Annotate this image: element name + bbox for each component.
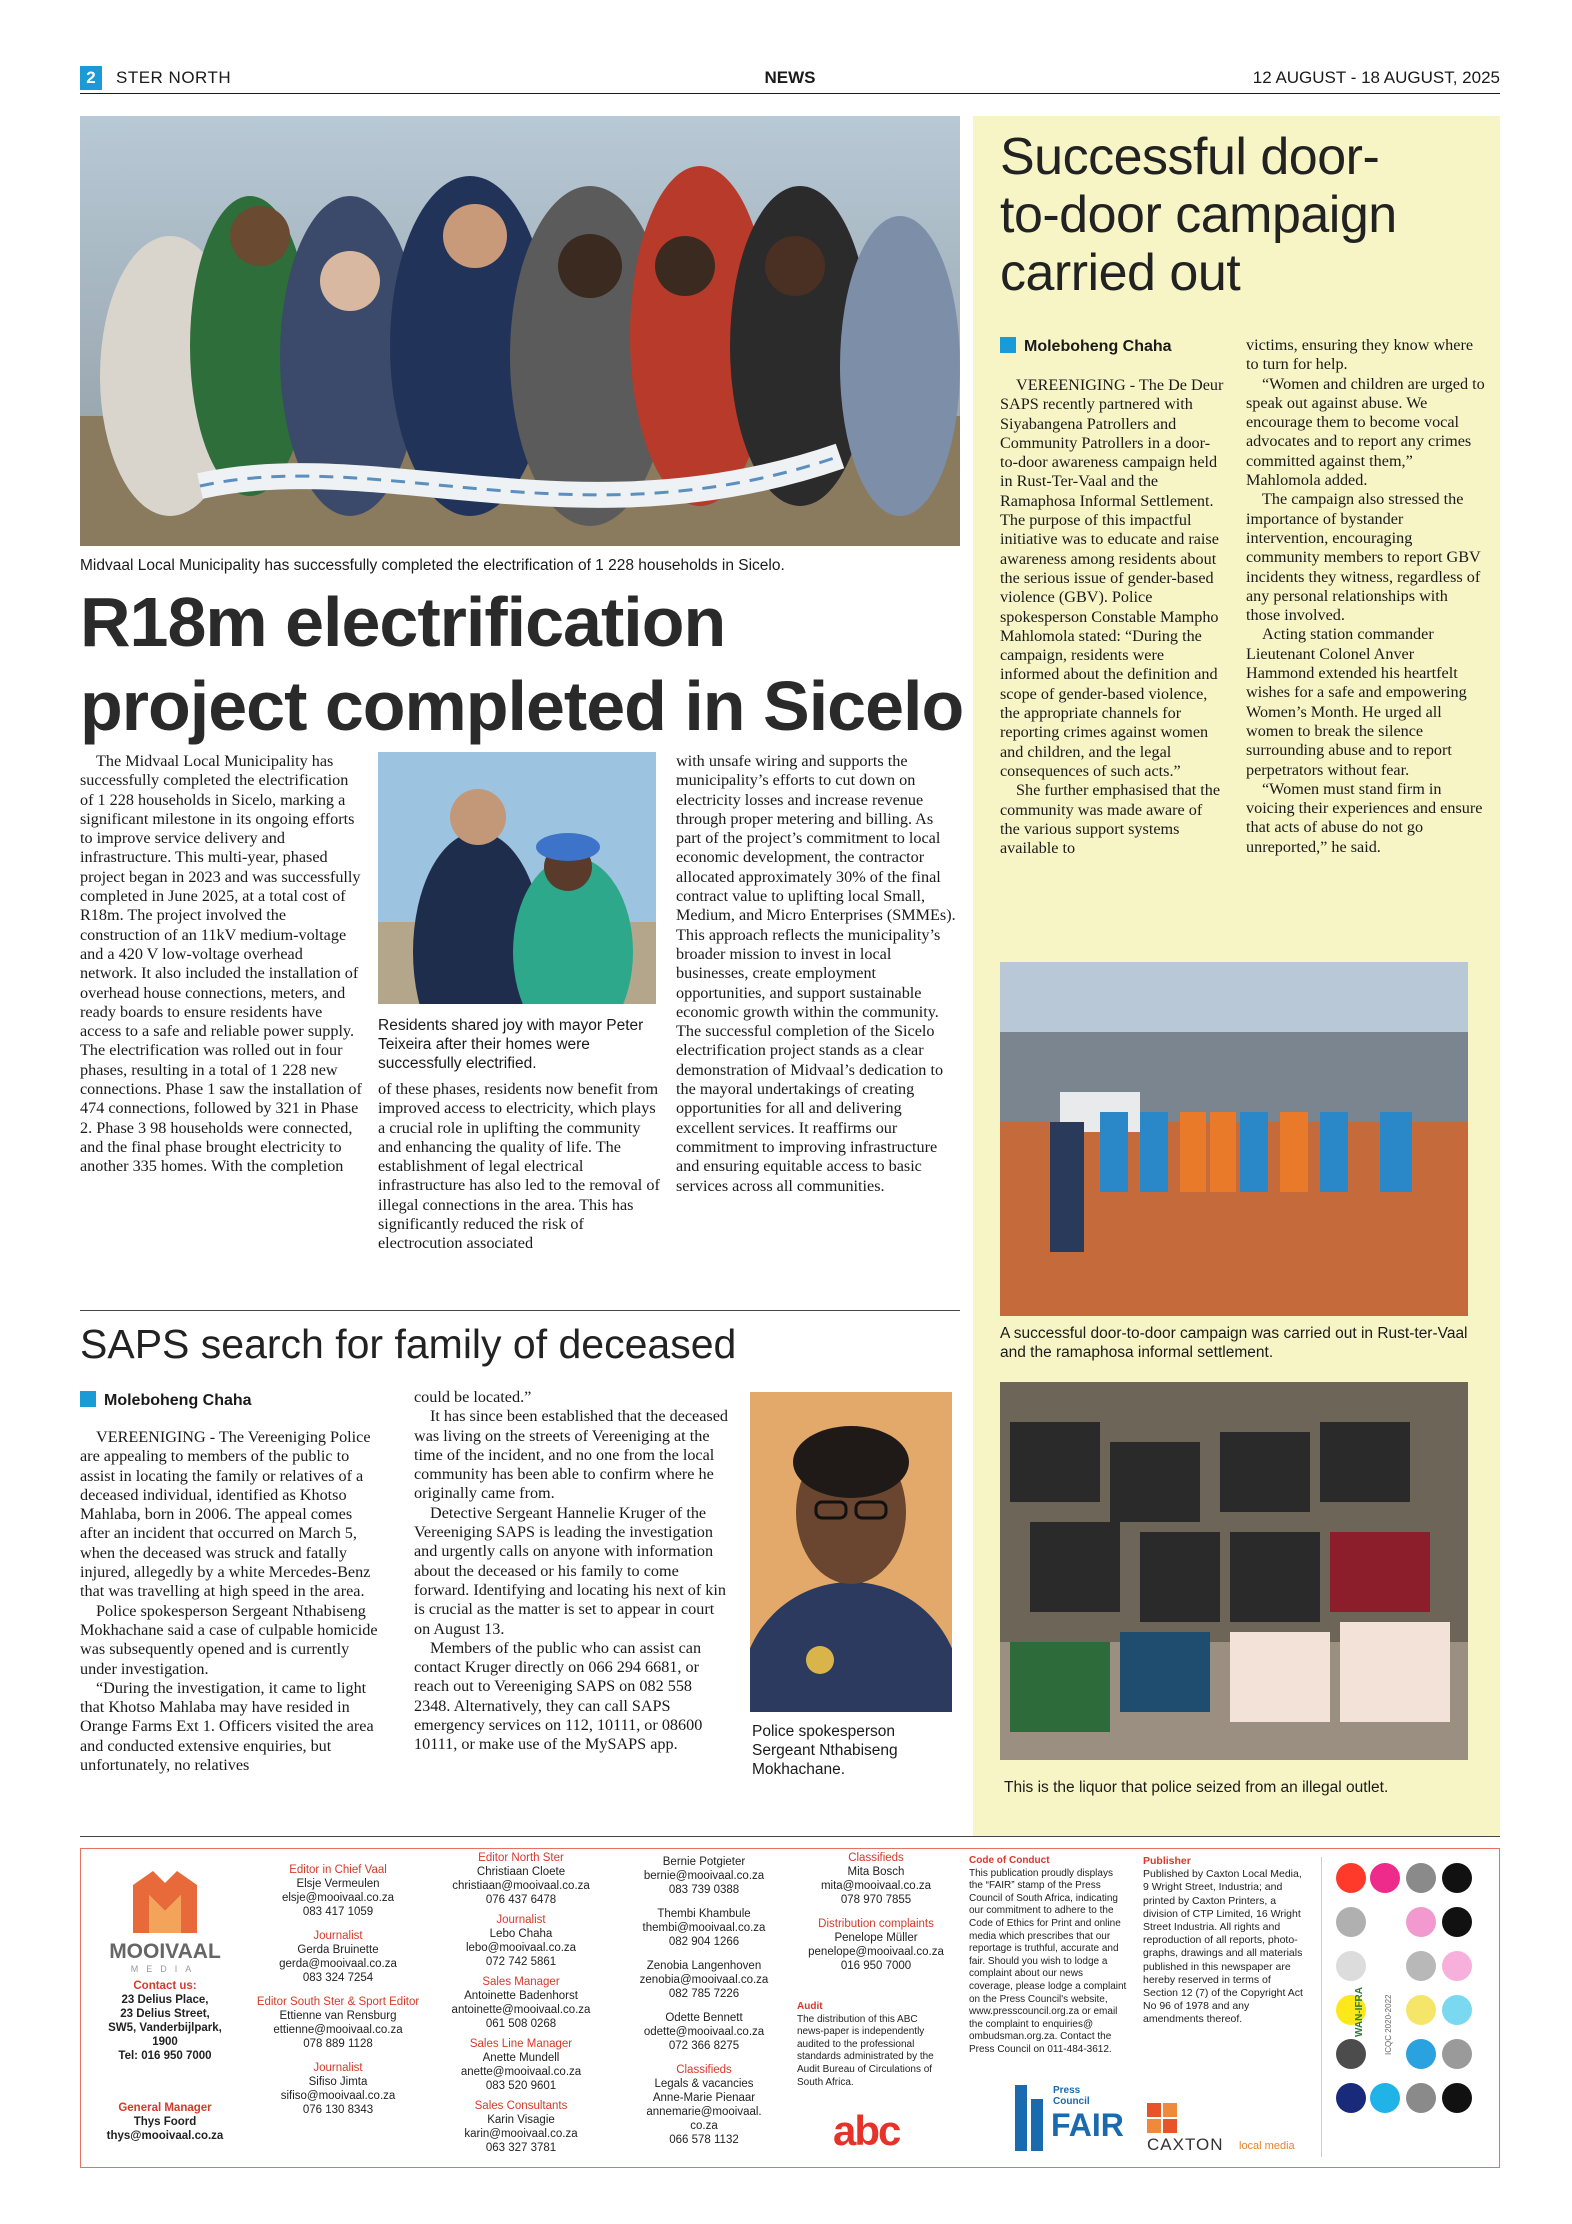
staff-detail: zenobia@mooivaal.co.za xyxy=(639,1974,769,1986)
staff-detail: Elsje Vermeulen xyxy=(296,1878,380,1890)
staff-role: Classifieds xyxy=(848,1852,904,1864)
staff-column-b xyxy=(436,1851,606,2161)
abc-logo: abc xyxy=(833,2107,900,2154)
staff-detail: Antoinette Badenhorst xyxy=(464,1990,578,2002)
registration-dot xyxy=(1442,2083,1472,2113)
contact-block xyxy=(83,1979,247,2063)
code-of-conduct-block xyxy=(969,1855,1129,2057)
staff-column-a xyxy=(253,1863,423,2127)
staff-entry xyxy=(436,2037,606,2093)
colour-registration-bar xyxy=(1321,1857,1487,2157)
staff-detail: Karin Visagie xyxy=(487,2114,555,2126)
press-council-mark xyxy=(1015,2085,1045,2151)
staff-entry xyxy=(619,2011,789,2053)
staff-role: Editor North Ster xyxy=(478,1852,564,1864)
side-story-paragraph: She further emphasised that the community was made aware of the various support systems available to xyxy=(1000,781,1221,858)
caxton-sub: local media xyxy=(1239,2140,1295,2152)
staff-entry xyxy=(436,1851,606,1907)
wan-ifra-label: WAN-IFRA xyxy=(1354,1987,1365,2037)
staff-detail: 016 950 7000 xyxy=(840,1960,912,1972)
saps-story-column-2 xyxy=(414,1388,730,1755)
saps-story-paragraph: VEREENIGING - The Vereeniging Police are appealing to members of the public to assist in locating the family or relatives of a deceased individual, identified as Khotso Mahlaba, born in 2006. The appeal comes after an incident that occurred on March 5, when the deceased was struck and fatally injured, allegedly by a white Mercedes-Benz that was travelling at high speed in the area. xyxy=(80,1428,371,1601)
staff-detail: Mita Bosch xyxy=(847,1866,905,1878)
side-headline xyxy=(1000,128,1490,302)
mayor-residents-photo xyxy=(378,752,656,1004)
saps-story-paragraph: Detective Sergeant Hannelie Kruger of the Vereeniging SAPS is leading the investigation and urgently calls on anyone with information about the deceased or his family to come forward. Identifying and locating his next of kin is crucial as the matter is set to appear in court on August 13. xyxy=(414,1503,726,1638)
staff-detail: Christiaan Cloete xyxy=(476,1866,566,1878)
registration-dot xyxy=(1442,1863,1472,1893)
staff-role: Editor in Chief Vaal xyxy=(289,1864,387,1876)
liquor-photo-caption: This is the liquor that police seized from an illegal outlet. xyxy=(1004,1779,1389,1796)
masthead xyxy=(80,66,1500,94)
contact-lines xyxy=(83,1993,247,2063)
page-number: 2 xyxy=(80,66,102,90)
staff-detail: bernie@mooivaal.co.za xyxy=(643,1870,765,1882)
section-label: NEWS xyxy=(764,68,816,87)
staff-detail: 078 889 1128 xyxy=(303,2038,373,2050)
press-council-mid: Council xyxy=(1053,2096,1090,2107)
staff-role: Sales Consultants xyxy=(474,2100,568,2112)
side-headline-line-1: Successful door- xyxy=(1000,128,1380,186)
side-story-column-1 xyxy=(1000,376,1226,858)
staff-entry xyxy=(436,1913,606,1969)
registration-dot xyxy=(1370,2083,1400,2113)
staff-column-c xyxy=(619,1855,789,2157)
side-story-paragraph: “Women must stand firm in voicing their experiences and ensure that acts of abuse do not go unreported,” he said. xyxy=(1246,779,1483,856)
registration-dot xyxy=(1406,2039,1436,2069)
staff-detail: Lebo Chaha xyxy=(489,1928,553,1940)
conduct-text: This publication proudly displays the “FAIR” stamp of the Press Council of South Africa, indicating our commitment to adhere to the Code of Ethics for Print and online media which prescribes that our reportage is truthful, accurate and fair. Should you wish to lodge a complaint about our news coverage, please lodge a complaint on the Press Council's website, www.presscouncil.org.za or email the complaint to enquiries@ ombudsman.org.za. Contact the Press Council on 011-484-3612. xyxy=(969,1867,1127,2055)
saps-story-paragraph: could be located.” xyxy=(414,1388,532,1406)
side-story-paragraph: VEREENIGING - The De Deur SAPS recently partnered with Siyabangena Patrollers and Community Patrollers in a door-to-door awareness campaign held in Rust-Ter-Vaal and the Ramaphosa Informal Settlement. The purpose of this impactful initiative was to educate and raise awareness among residents about the serious issue of gender-based violence (GBV). Police spokesperson Constable Mampho Mahlomola stated: “During the campaign, residents were informed about the definition and scope of gender-based violence, the appropriate channels for reporting crimes against women and children, and the legal consequences of such acts.” xyxy=(1000,376,1224,780)
staff-detail: Legals & vacancies xyxy=(654,2078,754,2090)
staff-entry xyxy=(436,1975,606,2031)
registration-dot xyxy=(1406,2083,1436,2113)
press-council-fair-logo xyxy=(1015,2081,1125,2153)
registration-dot xyxy=(1442,1951,1472,1981)
staff-entry xyxy=(619,1855,789,1897)
staff-detail: 082 785 7226 xyxy=(668,1988,740,2000)
main-photo-caption: Midvaal Local Municipality has successfully completed the electrification of 1 228 households in Sicelo. xyxy=(80,557,785,574)
gm-title: General Manager xyxy=(118,2102,212,2114)
main-headline-line-2: project completed in Sicelo xyxy=(80,667,964,745)
registration-dot xyxy=(1442,2039,1472,2069)
staff-role: Classifieds xyxy=(676,2064,732,2076)
gm-name: Thys Foord xyxy=(133,2116,197,2128)
staff-role: Sales Line Manager xyxy=(469,2038,573,2050)
main-headline-line-1: R18m electrification xyxy=(80,583,726,661)
staff-detail: elsje@mooivaal.co.za xyxy=(281,1892,395,1904)
staff-detail: 076 437 6478 xyxy=(485,1894,557,1906)
staff-role: Journalist xyxy=(496,1914,546,1926)
staff-entry xyxy=(253,2061,423,2117)
registration-dot xyxy=(1336,1863,1366,1893)
staff-detail: Bernie Potgieter xyxy=(662,1856,746,1868)
staff-detail: Sifiso Jimta xyxy=(308,2076,368,2088)
audit-block xyxy=(797,2001,947,2089)
staff-detail: Odette Bennett xyxy=(665,2012,743,2024)
contact-line: 23 Delius Place, xyxy=(121,1994,209,2006)
registration-dot xyxy=(1406,1907,1436,1937)
seized-liquor-photo xyxy=(1000,1382,1468,1760)
staff-detail: penelope@mooivaal.co.za xyxy=(808,1946,944,1958)
police-spokesperson-photo xyxy=(750,1392,952,1712)
conduct-title: Code of Conduct xyxy=(969,1855,1050,1866)
staff-detail: thembi@mooivaal.co.za xyxy=(642,1922,766,1934)
audit-text: The distribution of this ABC news-paper is independently audited to the professional standards administrated by the Audit Bureau of Circulations of South Africa. xyxy=(797,2013,934,2088)
staff-detail: Gerda Bruinette xyxy=(297,1944,379,1956)
staff-detail: Zenobia Langenhoven xyxy=(646,1960,762,1972)
main-story-column-3 xyxy=(676,752,962,1196)
side-story-column-2 xyxy=(1246,336,1486,857)
electrification-ribbon-photo xyxy=(80,116,960,546)
footer-masthead xyxy=(80,1848,1500,2168)
staff-detail: Anette Mundell xyxy=(482,2052,560,2064)
saps-headline: SAPS search for family of deceased xyxy=(80,1321,737,1367)
side-headline-line-3: carried out xyxy=(1000,244,1241,302)
staff-entry xyxy=(253,1995,423,2051)
staff-column-d xyxy=(791,1851,961,1983)
inset-photo-caption: Residents shared joy with mayor Peter Teixeira after their homes were successfully electrified. xyxy=(378,1017,644,1072)
saps-story-paragraph: “During the investigation, it came to light that Khotso Mahlaba may have resided in Orange Farms Ext 1. Officers visited the area and conducted extensive enquiries, but unfortunately, no relatives xyxy=(80,1678,374,1775)
staff-role: Sales Manager xyxy=(482,1976,560,1988)
staff-detail: 076 130 8343 xyxy=(302,2104,374,2116)
staff-detail: ettienne@mooivaal.co.za xyxy=(273,2024,403,2036)
registration-dot xyxy=(1336,2083,1366,2113)
main-story-paragraph: The Midvaal Local Municipality has successfully completed the electrification of 1 228 households in Sicelo, marking a significant milestone in its ongoing efforts to improve service delivery and infrastructure. This multi-year, phased project began in 2023 and was successfully completed in June 2025, at a total cost of R18m. The project involved the construction of an 11kV medium-voltage and a 420 V low-voltage overhead network. It also included the installation of overhead house connections, meters, and ready boards to ensure residents have access to a safe and reliable power supply. The electrification was rolled out in four phases, resulting in a total of 1 228 new connections. Phase 1 saw the installation of 474 connections, followed by 321 in Phase 2. Phase 3 98 households were connected, and the final phase brought electricity to another 335 homes. With the completion xyxy=(80,752,362,1176)
contact-title: Contact us: xyxy=(133,1980,197,1992)
staff-detail: sifiso@mooivaal.co.za xyxy=(280,2090,396,2102)
staff-detail: mita@mooivaal.co.za xyxy=(820,1880,932,1892)
logo-name: MOOIVAAL xyxy=(109,1940,221,1963)
staff-entry xyxy=(436,2099,606,2155)
section-divider xyxy=(80,1310,960,1311)
registration-dot xyxy=(1370,1863,1400,1893)
staff-detail: odette@mooivaal.co.za xyxy=(643,2026,765,2038)
issue-date: 12 AUGUST - 18 AUGUST, 2025 xyxy=(1252,68,1500,87)
audit-title: Audit xyxy=(797,2001,823,2012)
staff-entry xyxy=(253,1929,423,1985)
main-story-paragraph: with unsafe wiring and supports the municipality’s efforts to cut down on electricity losses and increase revenue through proper metering and billing. As part of the project’s commitment to local economic development, the contractor allocated approximately 30% of the final contract value to uplifting local Small, Medium, and Micro Enterprises (SMMEs). This approach reflects the municipality’s broader mission to invest in local businesses, create employment opportunities, and support sustainable economic growth within the community. The successful completion of the Sicelo electrification project stands as a clear demonstration of Midvaal’s dedication to the mayoral undertakings of creating opportunities for all and delivering excellent services. It reaffirms our commitment to improving infrastructure and ensuring equitable access to basic services across all communities. xyxy=(676,752,956,1195)
publication-name: STER NORTH xyxy=(116,68,232,87)
publisher-text: Published by Caxton Local Media, 9 Wright Street, Industria; and printed by Caxton Printers, a division of CTP Limited, 16 Wright Street Industria. All rights and reproduction of all reports, photo-graphs, drawings and all materials published in this newspaper are hereby reserved in terms of Section 12 (7) of the Copyright Act No 96 of 1978 and any amendments thereof. xyxy=(1143,1868,1303,2026)
staff-entry xyxy=(619,1959,789,2001)
mooivaal-logo-mark xyxy=(103,1865,227,1935)
staff-role: Journalist xyxy=(313,2062,363,2074)
main-story-column-1 xyxy=(80,752,362,1177)
saps-story-paragraph: It has since been established that the deceased was living on the streets of Vereeniging at the time of the incident, and no one from the local community has been able to confirm where he originally came from. xyxy=(414,1407,728,1503)
mooivaal-logo xyxy=(103,1865,227,1974)
press-council-fair: FAIR xyxy=(1051,2107,1124,2143)
staff-detail: gerda@mooivaal.co.za xyxy=(279,1958,397,1970)
contact-line: 1900 xyxy=(152,2036,178,2048)
side-story-paragraph: Acting station commander Lieutenant Colonel Anver Hammond extended his heartfelt wishes for a safe and empowering Women’s Month. He urged all women to break the silence surrounding abuse and to report perpetrators without fear. xyxy=(1246,625,1467,779)
staff-detail: karin@mooivaal.co.za xyxy=(464,2128,578,2140)
publisher-block xyxy=(1143,1855,1305,2027)
staff-detail: 063 327 3781 xyxy=(485,2142,557,2154)
staff-detail: 083 520 9601 xyxy=(485,2080,557,2092)
registration-dot xyxy=(1442,1995,1472,2025)
publisher-title: Publisher xyxy=(1143,1855,1191,1867)
staff-detail: lebo@mooivaal.co.za xyxy=(465,1942,577,1954)
registration-dot xyxy=(1336,1907,1366,1937)
staff-entry xyxy=(619,2063,789,2147)
main-headline xyxy=(80,580,980,748)
registration-dot xyxy=(1406,1863,1436,1893)
caxton-logo xyxy=(1147,2103,1297,2153)
saps-story-paragraph: Members of the public who can assist can contact Kruger directly on 066 294 6681, or reach out to Vereeniging SAPS on 082 558 2348. Alternatively, they can call SAPS emergency services on 112, 10111, or 08600 10111, or make use of the MySAPS app. xyxy=(414,1638,703,1754)
staff-role: Editor South Ster & Sport Editor xyxy=(256,1996,420,2008)
side-story-paragraph: The campaign also stressed the importance of bystander intervention, encouraging community members to report GBV incidents they witness, regardless of any personal relationships with those involved. xyxy=(1246,490,1481,625)
footer-divider xyxy=(80,1836,1500,1837)
staff-role: Journalist xyxy=(313,1930,363,1942)
registration-dot xyxy=(1336,2039,1366,2069)
staff-entry xyxy=(619,1907,789,1949)
caxton-logo-mark xyxy=(1147,2103,1177,2133)
staff-detail: anette@mooivaal.co.za xyxy=(460,2066,582,2078)
staff-detail: antoinette@mooivaal.co.za xyxy=(451,2004,591,2016)
staff-detail: 082 904 1266 xyxy=(668,1936,740,1948)
staff-detail: Thembi Khambule xyxy=(657,1908,751,1920)
saps-story-paragraph: Police spokesperson Sergeant Nthabiseng Mokhachane said a case of culpable homicide was subsequently opened and is currently under investigation. xyxy=(80,1601,378,1678)
registration-dot xyxy=(1406,1951,1436,1981)
press-council-top: Press xyxy=(1053,2085,1081,2096)
staff-detail: Ettienne van Rensburg xyxy=(279,2010,397,2022)
staff-detail: 061 508 0268 xyxy=(485,2018,557,2030)
spokesperson-caption: Police spokesperson Sergeant Nthabiseng Mokhachane. xyxy=(752,1723,898,1778)
caxton-name: CAXTON xyxy=(1147,2135,1224,2154)
campaign-photo-caption: A successful door-to-door campaign was carried out in Rust-ter-Vaal and the ramaphosa informal settlement. xyxy=(1000,1325,1468,1361)
staff-detail: 072 366 8275 xyxy=(668,2040,740,2052)
staff-detail: 066 578 1132 xyxy=(669,2134,739,2146)
side-story-paragraph: “Women and children are urged to speak out against abuse. We encourage them to become vocal advocates and to report any crimes committed against them,” Mahlomola added. xyxy=(1246,374,1485,490)
staff-role: Distribution complaints xyxy=(818,1918,934,1930)
staff-entry xyxy=(253,1863,423,1919)
staff-detail: annemarie@mooivaal. xyxy=(646,2106,762,2118)
staff-detail: 083 739 0388 xyxy=(668,1884,740,1896)
staff-detail: christiaan@mooivaal.co.za xyxy=(452,1880,590,1892)
gm-email: thys@mooivaal.co.za xyxy=(106,2130,224,2142)
staff-detail: Penelope Müller xyxy=(834,1932,918,1944)
general-manager-block xyxy=(83,2101,247,2143)
staff-detail: co.za xyxy=(690,2120,718,2132)
icqc-label: ICQC 2020-2022 xyxy=(1384,1994,1393,2055)
staff-entry xyxy=(791,1851,961,1907)
saps-story-column-1 xyxy=(80,1428,380,1775)
staff-detail: 072 742 5861 xyxy=(485,1956,557,1968)
registration-dot xyxy=(1442,1907,1472,1937)
campaign-group-photo xyxy=(1000,962,1468,1316)
staff-detail: 083 324 7254 xyxy=(302,1972,374,1984)
side-byline: Moleboheng Chaha xyxy=(1000,337,1172,356)
main-story-paragraph: of these phases, residents now benefit from improved access to electricity, which plays a crucial role in uplifting the community and enhancing the quality of life. The establishment of legal electrical infrastructure has also led to the removal of illegal connections in the area. This has significantly reduced the risk of electrocution associated xyxy=(378,1080,660,1253)
staff-detail: 083 417 1059 xyxy=(302,1906,374,1918)
contact-line: Tel: 016 950 7000 xyxy=(118,2050,212,2062)
contact-line: SW5, Vanderbijlpark, xyxy=(108,2022,222,2034)
logo-sub: MEDIA xyxy=(130,1964,200,1974)
main-story-column-2 xyxy=(378,1080,660,1254)
side-story-paragraph: victims, ensuring they know where to turn for help. xyxy=(1246,336,1474,374)
contact-line: 23 Delius Street, xyxy=(120,2008,210,2020)
staff-entry xyxy=(791,1917,961,1973)
staff-detail: 078 970 7855 xyxy=(840,1894,912,1906)
side-headline-line-2: to-door campaign xyxy=(1000,186,1397,244)
registration-dot xyxy=(1406,1995,1436,2025)
saps-byline: Moleboheng Chaha xyxy=(80,1391,252,1410)
staff-detail: Anne-Marie Pienaar xyxy=(652,2092,756,2104)
